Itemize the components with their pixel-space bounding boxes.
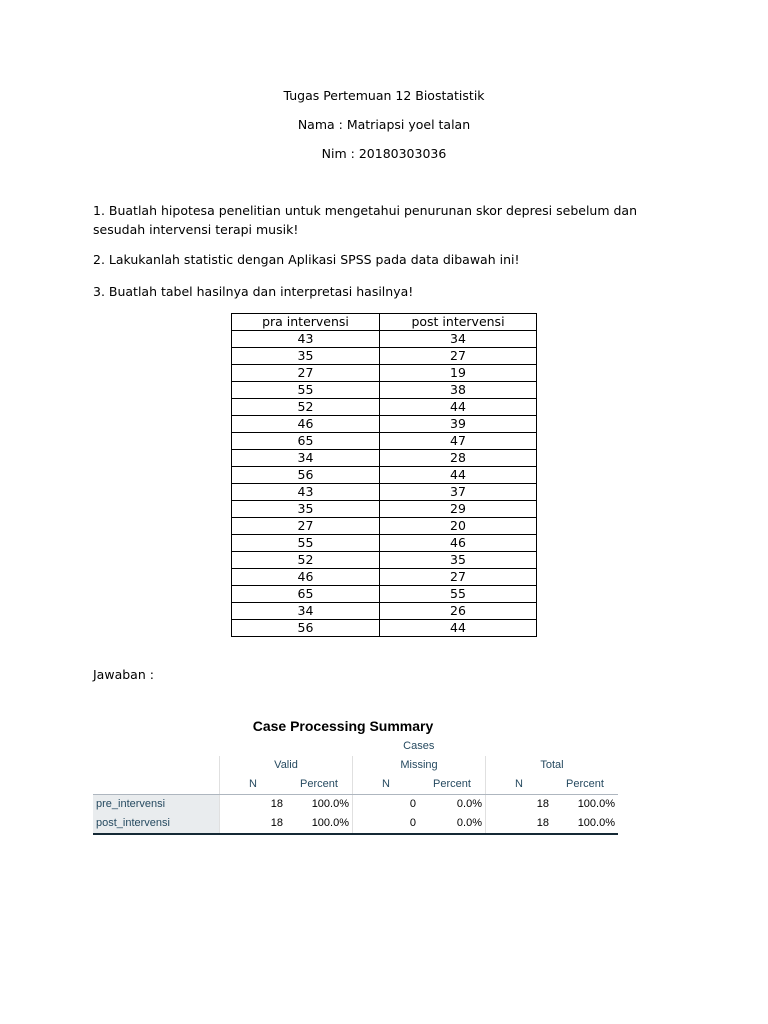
pra-value-cell: 46 <box>232 416 380 433</box>
pra-value-cell: 43 <box>232 331 380 348</box>
table-row <box>232 416 537 433</box>
raw-data-table <box>231 313 537 637</box>
summary-cell: 100.0% <box>311 798 349 810</box>
sub-header: Percent <box>286 775 353 795</box>
summary-row-pre <box>93 795 618 815</box>
table-row <box>232 348 537 365</box>
summary-cell: 100.0% <box>286 814 353 834</box>
table-row <box>232 467 537 484</box>
summary-cell: 18 <box>220 795 287 815</box>
summary-cell: 0 <box>353 814 420 834</box>
post-value-cell: 55 <box>380 586 537 603</box>
sub-header: N <box>353 775 420 795</box>
table-row <box>232 433 537 450</box>
table-row <box>232 603 537 620</box>
post-value-cell: 38 <box>380 382 537 399</box>
case-summary-title: Case Processing Summary <box>252 718 434 734</box>
pra-value-cell: 27 <box>232 518 380 535</box>
summary-cell: 18 <box>220 814 287 834</box>
summary-cell: 18 <box>486 814 553 834</box>
pra-value-cell: 52 <box>232 552 380 569</box>
table-row <box>232 620 537 637</box>
table-row <box>232 331 537 348</box>
table-row <box>232 365 537 382</box>
group-header-total: Total <box>486 756 619 775</box>
document-title: Tugas Pertemuan 12 Biostatistik <box>283 88 485 103</box>
pra-value-cell: 65 <box>232 586 380 603</box>
pra-value-cell: 46 <box>232 569 380 586</box>
post-value-cell: 44 <box>380 467 537 484</box>
post-value-cell: 19 <box>380 365 537 382</box>
question-1: 1. Buatlah hipotesa penelitian untuk mengetahui penurunan skor depresi sebelum dan sesudah intervensi terapi musik! <box>93 203 638 237</box>
question-3: 3. Buatlah tabel hasilnya dan interpretasi hasilnya! <box>93 284 414 299</box>
pra-value-cell: 56 <box>232 467 380 484</box>
post-value-cell: 20 <box>380 518 537 535</box>
pra-value-cell: 34 <box>232 450 380 467</box>
pra-value-cell: 35 <box>232 501 380 518</box>
column-header-pra: pra intervensi <box>232 314 380 331</box>
post-value-cell: 44 <box>380 399 537 416</box>
table-row <box>232 518 537 535</box>
post-value-cell: 37 <box>380 484 537 501</box>
summary-row-post <box>93 814 618 834</box>
post-value-cell: 27 <box>380 569 537 586</box>
sub-header: N <box>220 775 287 795</box>
pra-value-cell: 65 <box>232 433 380 450</box>
group-header-valid: Valid <box>220 756 353 775</box>
table-row <box>232 450 537 467</box>
question-2: 2. Lakukanlah statistic dengan Aplikasi SPSS pada data dibawah ini! <box>93 252 520 267</box>
table-row <box>232 399 537 416</box>
summary-cell: 0.0% <box>456 798 482 810</box>
summary-cell: 100.0% <box>577 798 615 810</box>
case-processing-summary-table <box>93 737 618 835</box>
row-label: pre_intervensi <box>93 795 220 815</box>
pra-value-cell: 35 <box>232 348 380 365</box>
table-row <box>232 586 537 603</box>
pra-value-cell: 27 <box>232 365 380 382</box>
pra-value-cell: 52 <box>232 399 380 416</box>
table-row <box>232 552 537 569</box>
summary-cell: 100.0% <box>552 814 618 834</box>
post-value-cell: 35 <box>380 552 537 569</box>
sub-header: Percent <box>552 775 618 795</box>
table-header-row <box>232 314 537 331</box>
summary-cell: 0 <box>353 795 420 815</box>
post-value-cell: 39 <box>380 416 537 433</box>
post-value-cell: 47 <box>380 433 537 450</box>
post-value-cell: 34 <box>380 331 537 348</box>
sub-header: Percent <box>419 775 486 795</box>
table-row <box>232 569 537 586</box>
student-nim: Nim : 20180303036 <box>321 146 447 161</box>
table-row <box>232 382 537 399</box>
post-value-cell: 29 <box>380 501 537 518</box>
post-value-cell: 28 <box>380 450 537 467</box>
pra-value-cell: 55 <box>232 535 380 552</box>
column-header-post: post intervensi <box>380 314 537 331</box>
student-name: Nama : Matriapsi yoel talan <box>297 117 471 132</box>
pra-value-cell: 34 <box>232 603 380 620</box>
post-value-cell: 44 <box>380 620 537 637</box>
table-row <box>232 535 537 552</box>
group-header-missing: Missing <box>353 756 486 775</box>
summary-cell: 18 <box>486 795 553 815</box>
post-value-cell: 46 <box>380 535 537 552</box>
table-row <box>232 501 537 518</box>
cases-header: Cases <box>403 740 435 752</box>
summary-cell: 0.0% <box>419 814 486 834</box>
pra-value-cell: 55 <box>232 382 380 399</box>
row-label: post_intervensi <box>93 814 220 834</box>
pra-value-cell: 43 <box>232 484 380 501</box>
answer-label: Jawaban : <box>93 667 154 682</box>
post-value-cell: 27 <box>380 348 537 365</box>
sub-header: N <box>486 775 553 795</box>
table-row <box>232 484 537 501</box>
post-value-cell: 26 <box>380 603 537 620</box>
pra-value-cell: 56 <box>232 620 380 637</box>
